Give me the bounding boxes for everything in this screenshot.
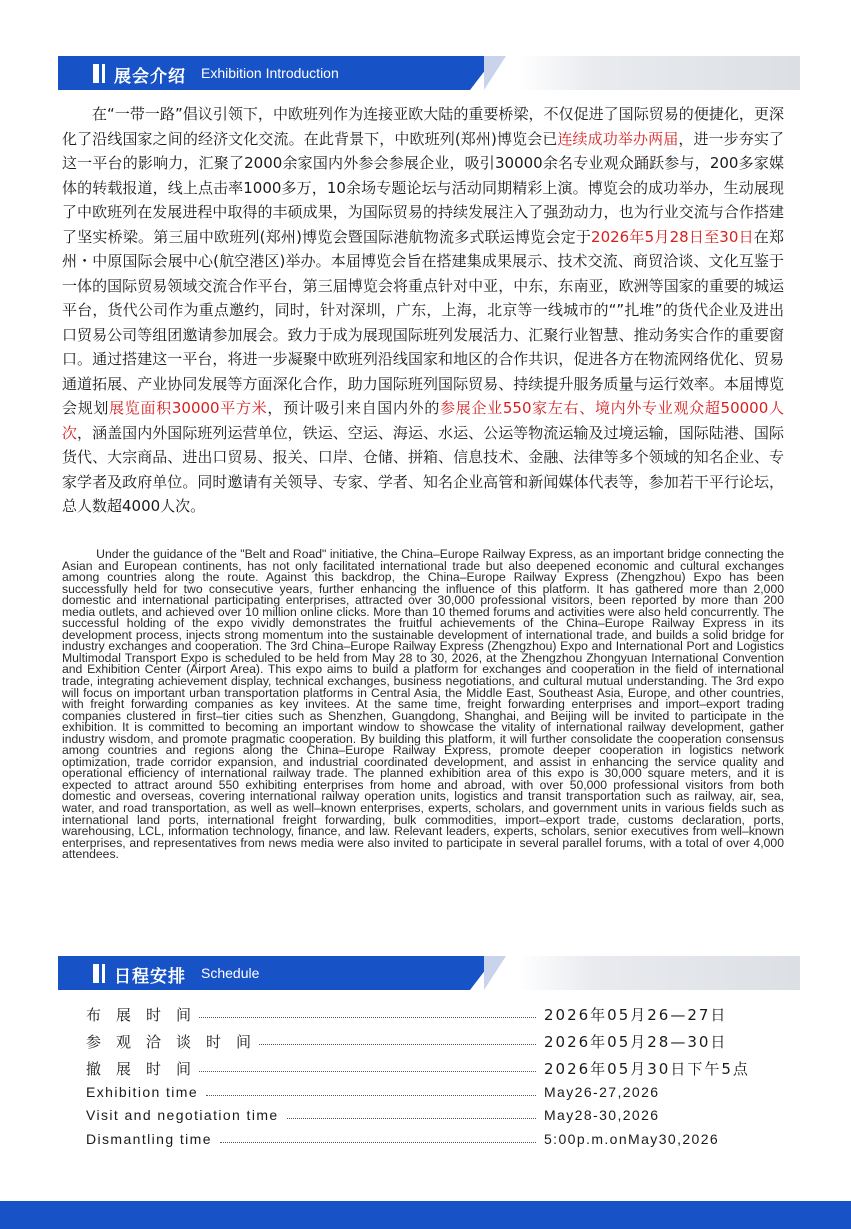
schedule-row-dismantle-en bbox=[86, 1131, 766, 1147]
schedule-label: Dismantling time bbox=[86, 1131, 212, 1147]
section-bar-icon bbox=[93, 64, 106, 83]
schedule-row-visit-cn bbox=[86, 1031, 766, 1052]
schedule-value: 2026年05月28—30日 bbox=[544, 1033, 728, 1051]
highlight-area: 展览面积30000平方米 bbox=[109, 399, 268, 417]
leader-dots bbox=[199, 1017, 536, 1018]
highlight-dates: 2026年5月28日至30日 bbox=[591, 227, 754, 246]
leader-dots bbox=[259, 1044, 536, 1045]
intro-cn-text-2: ，进一步夯实了这一平台的影响力，汇聚了2000余家国内外参会参展企业，吸引30000余名专业观众踊跃参与，200多家媒体的转载报道，线上点击率1000多万，10余场专题论坛与活动同期精彩上演。博览会的成功举办，生动展现了中欧班列在发展进程中取得的丰硕成果，为国际贸易的持续发展注入了强劲动力，也为行业交流与合作搭建了坚实桥梁。第三届中欧班列(郑州)博览会暨国际港航物流多式联运博览会定于 bbox=[62, 129, 784, 246]
leader-dots bbox=[206, 1095, 536, 1096]
schedule-value: 2026年05月30日下午5点 bbox=[544, 1060, 750, 1078]
footer-bar bbox=[0, 1201, 851, 1229]
schedule-title-cn: 日程安排 bbox=[114, 967, 186, 987]
intro-paragraph-cn bbox=[62, 102, 784, 519]
schedule-label: Visit and negotiation time bbox=[86, 1107, 279, 1123]
schedule-label: Exhibition time bbox=[86, 1084, 199, 1100]
intro-cn-text-4: ，预计吸引来自国内外的 bbox=[267, 399, 441, 417]
schedule-label: 撤 展 时 间 bbox=[86, 1060, 192, 1078]
intro-cn-text-5: ，涵盖国内外国际班列运营单位，铁运、空运、海运、水运、公运等物流运输及过境运输，国际陆港、国际货代、大宗商品、进出口贸易、报关、口岸、仓储、拼箱、信息技术、金融、法律等多个领域的知名企业、专家学者及政府单位。同时邀请有关领导、专家、学者、知名企业高管和新闻媒体代表等，参加若干平行论坛，总人数超4000人次。 bbox=[62, 423, 784, 515]
leader-dots bbox=[199, 1071, 536, 1072]
intro-section-header bbox=[58, 56, 800, 90]
schedule-row-setup-cn bbox=[86, 1004, 766, 1025]
schedule-row-dismantle-cn bbox=[86, 1058, 766, 1079]
schedule-value: May26-27,2026 bbox=[544, 1084, 660, 1100]
schedule-row-visit-en bbox=[86, 1107, 766, 1123]
schedule-row-setup-en bbox=[86, 1084, 766, 1100]
intro-paragraph-en: Under the guidance of the "Belt and Road" initiative, the China–Europe Railway Express, as an important bridge connecting the Asian and European continents, has not only facilitated international trade but also deepened economic and cultural exchanges among countries along the route. Against this backdrop, the China–Europe Railway Express (Zhengzhou) Expo has been successfully held for two consecutive years, further enhancing the influence of this platform. It has gathered more than 2,000 domestic and international participating enterprises, attracted over 30,000 professional visitors, been reported by more than 200 media outlets, and achieved over 10 million online clicks. More than 10 themed forums and activities were also held concurrently. The successful holding of the expo vividly demonstrates the fruitful achievements of the China–Europe Railway Express in its development process, injects strong momentum into the sustainable development of international trade, and builds a solid bridge for industry exchanges and cooperation. The 3rd China–Europe Railway Express (Zhengzhou) Expo and International Port and Logistics Multimodal Transport Expo is scheduled to be held from May 28 to 30, 2026, at the Zhengzhou Zhongyuan International Convention and Exhibition Center (Airport Area). This expo aims to build a platform for exchanges and cooperation in the field of international trade, integrating achievement display, technical exchanges, business negotiations, and cultural mutual understanding. The 3rd expo will focus on important urban transportation platforms in Central Asia, the Middle East, Southeast Asia, Europe, and other countries, with freight forwarding companies as key invitees. At the same time, freight forwarding enterprises and import–export trading companies clustered in first–tier cities such as Shenzhen, Guangdong, Shanghai, and Beijing will be invited to participate in the exhibition. It is committed to becoming an important window to showcase the vitality of international railway development, gather industry wisdom, and promote pragmatic cooperation. By building this platform, it will further consolidate the cooperation consensus among countries and regions along the China–Europe Railway Express, promote deeper cooperation in logistics network optimization, trade corridor expansion, and industrial coordinated development, and assist in enhancing the service quality and operational efficiency of international railway trade. The planned exhibition area of this expo is 30,000 square meters, and it is expected to attract around 550 exhibiting enterprises from home and abroad, with over 50,000 professional visitors from both domestic and overseas, covering international railway operation units, logistics and transit transportation such as railway, air, sea, water, and road transportation, as well as well–known enterprises, experts, scholars, and government units in various fields such as international land ports, international freight forwarding, bulk commodities, import–export trade, customs declaration, ports, warehousing, LCL, information technology, finance, and law. Relevant leaders, experts, scholars, senior executives from well–known enterprises, and representatives from news media were also invited to participate in several parallel forums, with a total of over 4,000 attendees. bbox=[62, 547, 784, 862]
intro-title-en: Exhibition Introduction bbox=[201, 65, 339, 81]
leader-dots bbox=[287, 1118, 536, 1119]
highlight-sessions: 连续成功举办两届 bbox=[557, 129, 679, 148]
intro-cn-text-1: 在“一带一路”倡议引领下，中欧班列作为连接亚欧大陆的重要桥梁，不仅促进了国际贸易的便捷化，更深化了沿线国家之间的经济文化交流。在此背景下，中欧班列(郑州)博览会已 bbox=[62, 105, 784, 148]
schedule-header-slant-light bbox=[484, 956, 506, 990]
highlight-exhibitors: 参展企业550家左右、境内外专业观众超50000人次 bbox=[62, 399, 784, 442]
schedule-section-header bbox=[58, 956, 800, 990]
schedule-value: 5:00p.m.onMay30,2026 bbox=[544, 1131, 720, 1147]
intro-header-slant-light bbox=[484, 56, 506, 90]
leader-dots bbox=[220, 1142, 536, 1143]
schedule-value: 2026年05月26—27日 bbox=[544, 1006, 728, 1024]
schedule-value: May28-30,2026 bbox=[544, 1107, 660, 1123]
schedule-label: 布 展 时 间 bbox=[86, 1006, 192, 1024]
schedule-label: 参 观 洽 谈 时 间 bbox=[86, 1033, 252, 1051]
section-bar-icon bbox=[93, 964, 106, 983]
intro-title-cn: 展会介绍 bbox=[114, 67, 186, 87]
intro-cn-text-3: 在郑州・中原国际会展中心(航空港区)举办。本届博览会旨在搭建集成果展示、技术交流、商贸洽谈、文化互鉴于一体的国际贸易领域交流合作平台，第三届博览会将重点针对中亚，中东，东南亚，欧洲等国家的重要的城运平台，货代公司作为重点邀约，同时，针对深圳，广东，上海，北京等一线城市的“”扎堆”的货代企业及进出口贸易公司等组团邀请参加展会。致力于成为展现国际班列发展活力、汇聚行业智慧、推动务实合作的重要窗口。通过搭建这一平台，将进一步凝聚中欧班列沿线国家和地区的合作共识，促进各方在物流网络优化、贸易通道拓展、产业协同发展等方面深化合作，助力国际班列国际贸易、持续提升服务质量与运行效率。本届博览会规划 bbox=[62, 227, 784, 417]
schedule-title-en: Schedule bbox=[201, 965, 260, 981]
